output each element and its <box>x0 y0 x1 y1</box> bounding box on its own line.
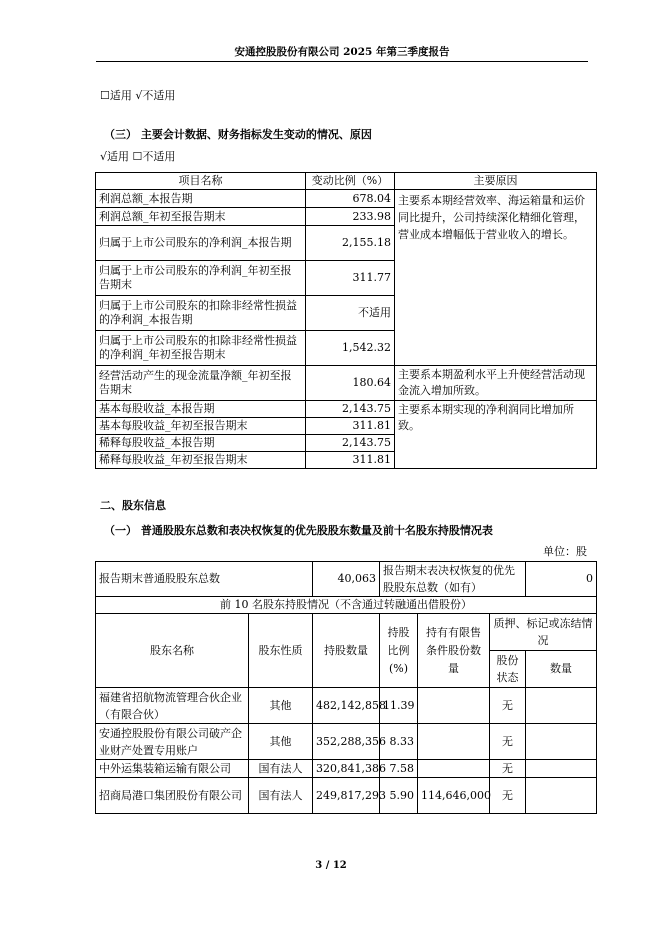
col-header-item: 项目名称 <box>96 173 306 190</box>
holder-ratio: 5.90 <box>380 778 418 814</box>
holder-status: 无 <box>490 778 526 814</box>
holder-nature: 其他 <box>249 724 313 760</box>
row-ratio: 311.81 <box>306 418 395 435</box>
applicability-top: ☐适用 √不适用 <box>100 89 176 102</box>
row-ratio: 311.81 <box>306 452 395 469</box>
row-name: 归属于上市公司股东的净利润_年初至报告期末 <box>96 261 306 296</box>
col-header-ratio: 变动比例（%） <box>306 173 395 190</box>
row-name: 归属于上市公司股东的扣除非经常性损益的净利润_年初至报告期末 <box>96 331 306 366</box>
row-ratio: 180.64 <box>306 366 395 401</box>
col-header-shares: 持股数量 <box>313 614 380 688</box>
col-header-restricted: 持有有限售条件股份数量 <box>418 614 490 688</box>
shareholders-table <box>95 561 597 814</box>
holder-qty <box>526 724 597 760</box>
unit-label: 单位：股 <box>543 545 587 558</box>
holder-shares: 249,817,293 <box>313 778 380 814</box>
total-holders-label: 报告期末普通股股东总数 <box>96 562 313 597</box>
pref-holders-label: 报告期末表决权恢复的优先股股东总数（如有） <box>380 562 526 597</box>
row-name: 基本每股收益_本报告期 <box>96 401 306 418</box>
holder-name: 中外运集装箱运输有限公司 <box>96 760 249 778</box>
holder-ratio: 11.39 <box>380 688 418 724</box>
row-ratio: 不适用 <box>306 296 395 331</box>
row-ratio: 311.77 <box>306 261 395 296</box>
holder-shares: 482,142,858 <box>313 688 380 724</box>
row-ratio: 2,143.75 <box>306 435 395 452</box>
top10-caption: 前 10 名股东持股情况（不含通过转融通出借股份） <box>96 597 597 614</box>
holder-ratio: 8.33 <box>380 724 418 760</box>
col-header-reason: 主要原因 <box>395 173 597 190</box>
holder-restricted <box>418 724 490 760</box>
row-name: 归属于上市公司股东的扣除非经常性损益的净利润_本报告期 <box>96 296 306 331</box>
col-header-ratio: 持股比例(%) <box>380 614 418 688</box>
reason-profit: 主要系本期经营效率、海运箱量和运价同比提升，公司持续深化精细化管理，营业成本增幅低于营业收入的增长。 <box>395 190 597 366</box>
holder-name: 招商局港口集团股份有限公司 <box>96 778 249 814</box>
holder-status: 无 <box>490 688 526 724</box>
section3-heading: （三） 主要会计数据、财务指标发生变动的情况、原因 <box>104 128 372 141</box>
holder-nature: 其他 <box>249 688 313 724</box>
col-header-pledge: 质押、标记或冻结情况 <box>490 614 597 651</box>
row-name: 利润总额_本报告期 <box>96 190 306 208</box>
holder-status: 无 <box>490 760 526 778</box>
row-name: 利润总额_年初至报告期末 <box>96 208 306 226</box>
row-name: 稀释每股收益_年初至报告期末 <box>96 452 306 469</box>
row-ratio: 678.04 <box>306 190 395 208</box>
shareholders-heading: 二、股东信息 <box>100 499 166 512</box>
holder-restricted <box>418 688 490 724</box>
holder-shares: 320,841,386 <box>313 760 380 778</box>
shareholders-subheading: （一） 普通股股东总数和表决权恢复的优先股股东数量及前十名股东持股情况表 <box>104 524 493 537</box>
col-header-nature: 股东性质 <box>249 614 313 688</box>
page-number: 3 / 12 <box>315 860 347 871</box>
holder-restricted <box>418 760 490 778</box>
section3-applicability: √适用 ☐不适用 <box>100 150 176 163</box>
header-divider <box>96 61 588 62</box>
holder-qty <box>526 778 597 814</box>
holder-nature: 国有法人 <box>249 760 313 778</box>
page-header-title: 安通控股股份有限公司 2025 年第三季度报告 <box>234 46 450 58</box>
total-holders-value: 40,063 <box>313 562 380 597</box>
holder-qty <box>526 688 597 724</box>
reason-eps: 主要系本期实现的净利润同比增加所致。 <box>395 401 597 469</box>
holder-status: 无 <box>490 724 526 760</box>
row-ratio: 2,155.18 <box>306 226 395 261</box>
col-header-pledge-qty: 数量 <box>526 651 597 688</box>
col-header-name: 股东名称 <box>96 614 249 688</box>
row-name: 基本每股收益_年初至报告期末 <box>96 418 306 435</box>
holder-restricted: 114,646,000 <box>418 778 490 814</box>
row-ratio: 2,143.75 <box>306 401 395 418</box>
row-name: 经营活动产生的现金流量净额_年初至报告期末 <box>96 366 306 401</box>
holder-shares: 352,288,356 <box>313 724 380 760</box>
col-header-pledge-status: 股份状态 <box>490 651 526 688</box>
row-name: 稀释每股收益_本报告期 <box>96 435 306 452</box>
holder-name: 福建省招航物流管理合伙企业（有限合伙） <box>96 688 249 724</box>
holder-nature: 国有法人 <box>249 778 313 814</box>
reason-cashflow: 主要系本期盈利水平上升使经营活动现金流入增加所致。 <box>395 366 597 401</box>
row-ratio: 1,542.32 <box>306 331 395 366</box>
changes-table <box>95 172 597 469</box>
holder-ratio: 7.58 <box>380 760 418 778</box>
row-ratio: 233.98 <box>306 208 395 226</box>
pref-holders-value: 0 <box>526 562 597 597</box>
holder-qty <box>526 760 597 778</box>
row-name: 归属于上市公司股东的净利润_本报告期 <box>96 226 306 261</box>
holder-name: 安通控股股份有限公司破产企业财产处置专用账户 <box>96 724 249 760</box>
